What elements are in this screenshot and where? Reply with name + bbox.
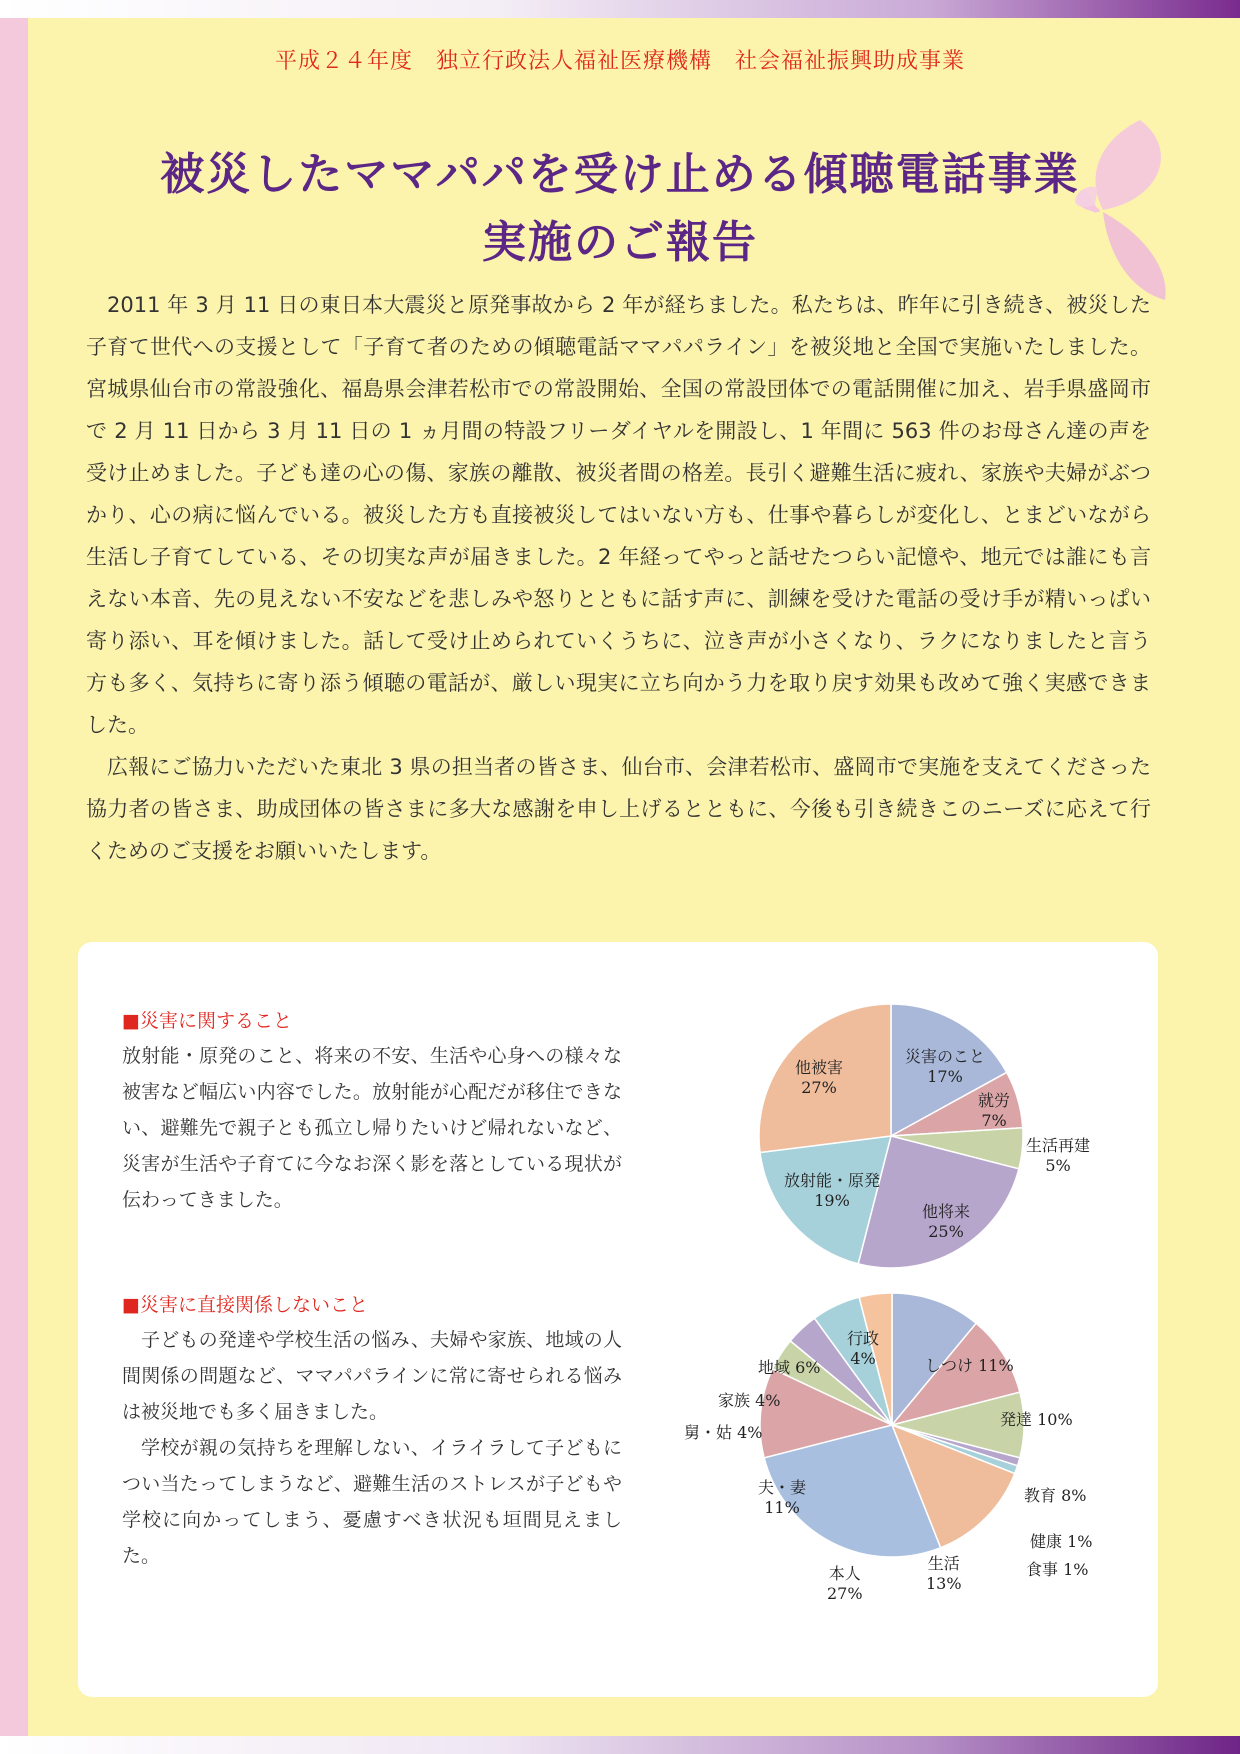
body-paragraph-2: 広報にご協力いただいた東北 3 県の担当者の皆さま、仙台市、会津若松市、盛岡市で実施を支えてくださった協力者の皆さま、助成団体の皆さまに多大な感謝を申し上げるとともに、今後も引き続きこのニーズに応えて行くためのご支援をお願いいたします。 — [86, 755, 1151, 863]
pie2-label-8: 舅・姑 4% — [684, 1423, 763, 1442]
pie2-label-7: 夫・妻 11% — [758, 1478, 807, 1517]
pie2-label-6: 本人 27% — [827, 1564, 863, 1603]
pie2-label-11: 行政 4% — [847, 1329, 880, 1368]
pie2-label-9: 家族 4% — [718, 1391, 781, 1410]
page-title: 被災したママパパを受け止める傾聴電話事業 — [160, 149, 1080, 200]
pie2-label-5: 生活 13% — [926, 1554, 962, 1593]
pie1-label-0: 災害のこと 17% — [905, 1047, 986, 1086]
section1-paragraph: 放射能・原発のこと、将来の不安、生活や心身への様々な被害など幅広い内容でした。放射能が心配だが移住できない、避難先で親子とも孤立し帰りたいけど帰れないなど、災害が生活や子育てに今なお深く影を落としている現状が伝わってきました。 — [122, 1045, 622, 1211]
section2-paragraph-2: 学校が親の気持ちを理解しない、イライラして子どもについ当たってしまうなど、避難生活のストレスが子どもや学校に向かってしまう、憂慮すべき状況も垣間見えました。 — [122, 1437, 622, 1567]
section2-heading: ■災害に直接関係しないこと — [122, 1294, 368, 1316]
pie1-label-3: 他将来 25% — [922, 1202, 971, 1241]
pie1-label-1: 就労 7% — [978, 1091, 1011, 1130]
pie2-label-2: 教育 8% — [1024, 1486, 1087, 1505]
pie1-label-2: 生活再建 5% — [1026, 1136, 1091, 1175]
pie1-label-4: 放射能・原発 19% — [784, 1171, 881, 1210]
pie2-label-0: しつけ 11% — [925, 1356, 1014, 1375]
section1-heading: ■災害に関すること — [122, 1010, 292, 1032]
pie2-label-3: 健康 1% — [1030, 1532, 1093, 1551]
pie2-label-1: 発達 10% — [1000, 1410, 1073, 1429]
header-line: 平成２４年度 独立行政法人福祉医療機構 社会福祉振興助成事業 — [274, 49, 965, 74]
pie1-label-5: 他被害 27% — [795, 1058, 844, 1097]
pie2-label-10: 地域 6% — [758, 1358, 821, 1377]
page-subtitle: 実施のご報告 — [482, 217, 758, 268]
pie2-label-4: 食事 1% — [1026, 1560, 1089, 1579]
body-paragraph-1: 2011 年 3 月 11 日の東日本大震災と原発事故から 2 年が経ちました。私たちは、昨年に引き続き、被災した子育て世代への支援として「子育て者のための傾聴電話ママパパライン」を被災地と全国で実施いたしました。宮城県仙台市の常設強化、福島県会津若松市での常設開始、全国の常設団体での電話開催に加え、岩手県盛岡市で 2 月 11 日から 3 月 11 日の 1 ヵ月間の特設フリーダイヤルを開設し、1 年間に 563 件のお母さん達の声を受け止めました。子ども達の心の傷、家族の離散、被災者間の格差。長引く避難生活に疲れ、家族や夫婦がぶつかり、心の病に悩んでいる。被災した方も直接被災してはいない方も、仕事や暮らしが変化し、とまどいながら生活し子育てしている、その切実な声が届きました。2 年経ってやっと話せたつらい記憶や、地元では誰にも言えない本音、先の見えない不安などを悲しみや怒りとともに話す声に、訓練を受けた電話の受け手が精いっぱい寄り添い、耳を傾けました。話して受け止められていくうちに、泣き声が小さくなり、ラクになりましたと言う方も多く、気持ちに寄り添う傾聴の電話が、厳しい現実に立ち向かう力を取り戻す効果も改めて強く実感できました。 — [86, 293, 1151, 737]
section2-paragraph-1: 子どもの発達や学校生活の悩み、夫婦や家族、地域の人間関係の問題など、ママパパラインに常に寄せられる悩みは被災地でも多く届きました。 — [122, 1329, 622, 1423]
